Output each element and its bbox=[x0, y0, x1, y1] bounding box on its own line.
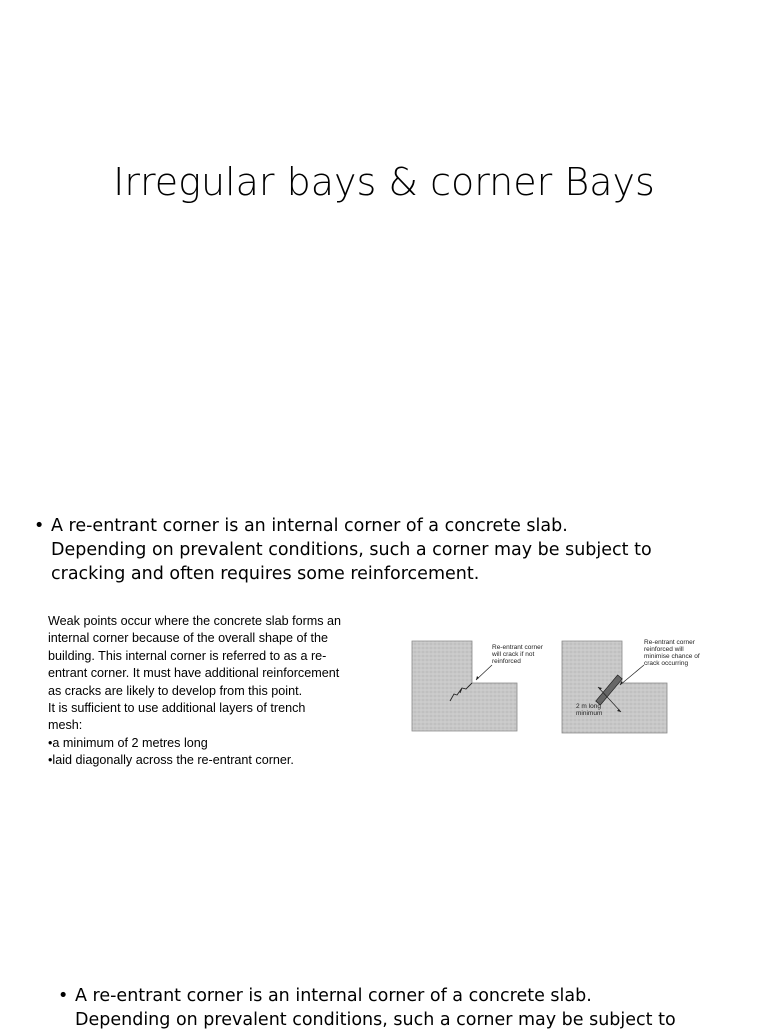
bullet-point bbox=[58, 984, 758, 1032]
bullet-point bbox=[34, 514, 724, 586]
slide-title: Irregular bays & corner Bays bbox=[113, 160, 655, 204]
description-text: Weak points occur where the concrete slab forms an internal corner because of the overall shape of the building. This internal corner is referred to as a re- entrant corner. It must have additional reinforcement as cracks are likely to develop from this point. It is sufficient to use additional layers of trench mesh: •a minimum of 2 metres long •laid diagonally across the re-entrant corner. bbox=[48, 614, 342, 768]
figure-label-right: Re-entrant corner reinforced will minimise chance of crack occurring bbox=[644, 639, 700, 667]
dimension-label: 2 m long minimum bbox=[576, 703, 603, 717]
bullet-dot: • bbox=[34, 516, 45, 536]
bullet-text: A re-entrant corner is an internal corner of a concrete slab. Depending on prevalent conditions, such a corner may be subject to bbox=[75, 986, 676, 1030]
figure-label-left: Re-entrant corner will crack if not reinforced bbox=[492, 644, 543, 665]
bullet-text: A re-entrant corner is an internal corner of a concrete slab. Depending on prevalent conditions, such a corner may be subject to cracking and often requires some reinforcement. bbox=[51, 516, 652, 584]
re-entrant-corner-figure bbox=[410, 635, 700, 740]
bullet-dot: • bbox=[58, 986, 69, 1006]
slide-2 bbox=[0, 960, 768, 1030]
pointer-arrow bbox=[620, 665, 644, 685]
